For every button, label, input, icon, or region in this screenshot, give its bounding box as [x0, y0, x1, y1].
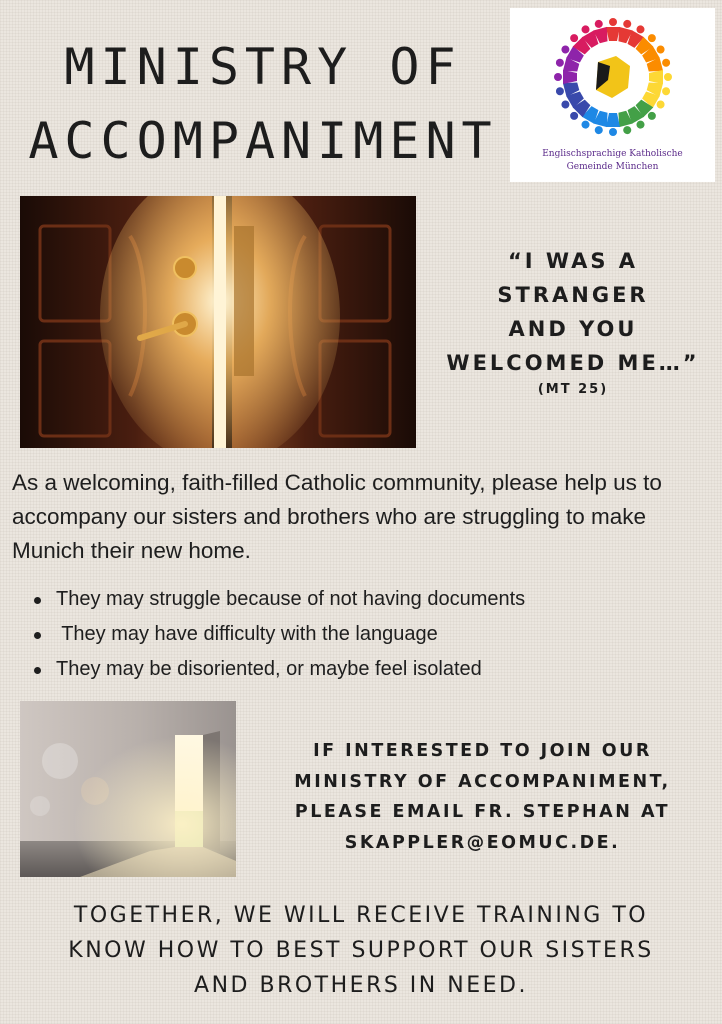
intro-paragraph: As a welcoming, faith-filled Catholic community, please help us to accompany our sisters and brothers who are struggling to make Munich their new home. [12, 470, 662, 563]
quote-reference: (MT 25) [537, 382, 609, 397]
closing-statement [0, 898, 722, 1003]
list-item: They may struggle because of not having documents [34, 582, 714, 617]
logo-caption-line-1: Englischsprachige Katholische [542, 149, 683, 159]
quote-line-1: “I WAS A [507, 249, 639, 273]
open-door-photo [20, 196, 416, 448]
logo-figure [649, 70, 672, 84]
scripture-quote [430, 244, 716, 400]
logo-caption-line-2: Gemeinde München [566, 162, 659, 172]
closing-line-2: KNOW HOW TO BEST SUPPORT OUR SISTERS [68, 938, 654, 963]
contact-call-to-action [250, 736, 715, 858]
cta-email[interactable]: SKAPPLER@EOMUC.DE. [344, 832, 621, 853]
closing-line-1: TOGETHER, WE WILL RECEIVE TRAINING TO [73, 903, 649, 928]
cta-line-3: PLEASE EMAIL FR. STEPHAN AT [294, 802, 671, 822]
cta-line-2: MINISTRY OF ACCOMPANIMENT, [294, 771, 671, 792]
title-line-1: MINISTRY OF [64, 38, 462, 96]
people-ring-logo-icon [550, 14, 676, 140]
parish-logo [510, 8, 715, 182]
quote-line-2: STRANGER [497, 283, 649, 307]
list-item: They may have difficulty with the language [34, 617, 714, 652]
cta-line-1: IF INTERESTED TO JOIN OUR [313, 741, 652, 761]
logo-figure [606, 18, 620, 41]
logo-figure [554, 70, 577, 84]
open-door-room-photo [20, 701, 236, 877]
logo-caption [510, 148, 715, 174]
flyer-title [18, 30, 508, 178]
closing-line-3: AND BROTHERS IN NEED. [194, 973, 528, 998]
title-line-2: ACCOMPANIMENT [28, 112, 498, 170]
quote-line-3: AND YOU [508, 317, 638, 341]
list-item: They may be disoriented, or maybe feel isolated [34, 652, 714, 687]
struggles-list [34, 582, 714, 687]
quote-line-4: WELCOMED ME…” [446, 351, 700, 375]
logo-figure [606, 113, 620, 136]
